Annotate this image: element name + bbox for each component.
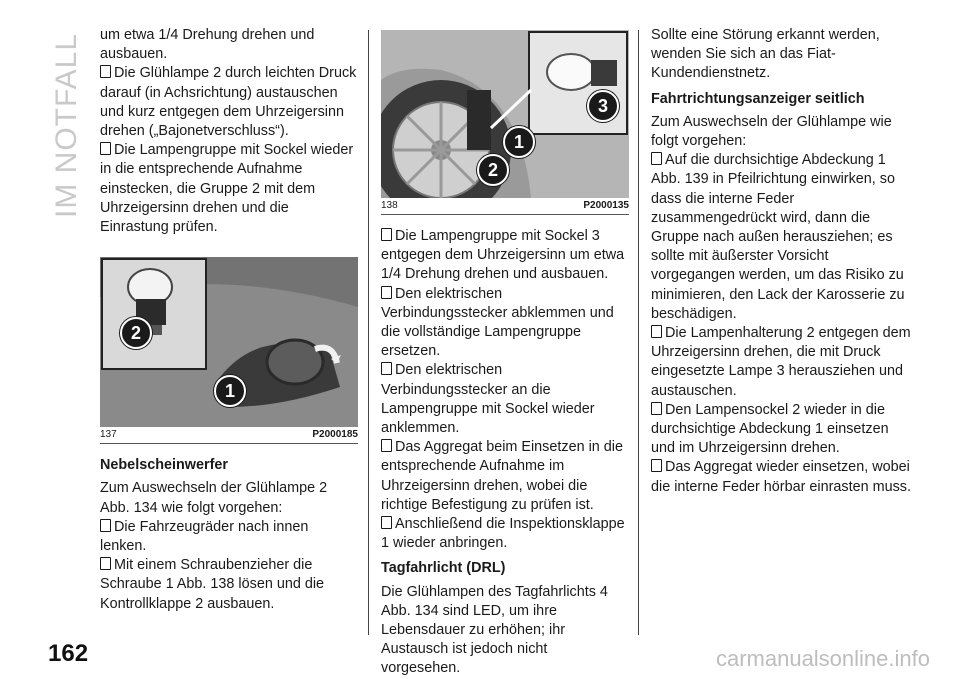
bullet-step: Das Aggregat beim Einsetzen in die entsprechende Aufnahme im Uhrzeigersinn drehen, wobei die richtige Befestigung zu prüfen ist. [381, 439, 623, 513]
callout-3: 3 [587, 90, 619, 122]
bullet-step: Die Lampengruppe mit Sockel wieder in die entsprechende Aufnahme einstecken, die Gruppe 2 mit dem Uhrzeigersinn drehen und die Einrastung prüfen. [100, 142, 354, 236]
figure-number: 138 [381, 200, 398, 211]
callout-1: 1 [503, 126, 535, 158]
column-3 [651, 26, 911, 497]
column-divider [638, 30, 639, 635]
figure-138 [381, 30, 629, 215]
checkbox-bullet-icon [381, 286, 392, 299]
callout-1: 1 [214, 375, 246, 407]
bullet-step: Die Lampengruppe mit Sockel 3 entgegen dem Uhrzeigersinn um etwa 1/4 Drehung drehen und ausbauen. [381, 228, 625, 283]
paragraph: um etwa 1/4 Drehung drehen und ausbauen. [100, 27, 315, 63]
checkbox-bullet-icon [381, 228, 392, 241]
bullet-step: Anschließend die Inspektionsklappe 1 wieder anbringen. [381, 516, 625, 552]
checkbox-bullet-icon [100, 519, 111, 532]
bullet-step: Die Glühlampe 2 durch leichten Druck darauf (in Achsrichtung) austauschen und kurz entgegen dem Uhrzeigersinn drehen („Bajonetverschluss“). [100, 65, 357, 140]
paragraph: Zum Auswechseln der Glühlampe 2 Abb. 134 wie folgt vorgehen: [100, 480, 328, 516]
figure-image [100, 257, 358, 427]
checkbox-bullet-icon [381, 362, 392, 375]
callout-2: 2 [477, 154, 509, 186]
figure-caption [100, 429, 358, 444]
section-side-label: IM NOTFALL [50, 32, 83, 218]
bullet-step: Den Lampensockel 2 wieder in die durchsichtige Abdeckung 1 einsetzen und im Uhrzeigersinn drehen. [651, 401, 889, 457]
column-2 [381, 30, 629, 679]
figure-137 [100, 257, 358, 444]
section-heading: Fahrtrichtungsanzeiger seitlich [651, 90, 865, 107]
checkbox-bullet-icon [651, 152, 662, 165]
checkbox-bullet-icon [651, 325, 662, 338]
checkbox-bullet-icon [381, 516, 392, 529]
bullet-step: Mit einem Schraubenzieher die Schraube 1 Abb. 138 lösen und die Kontrollklappe 2 ausbauen. [100, 557, 325, 612]
figure-number: 137 [100, 429, 117, 441]
bullet-step: Die Fahrzeugräder nach innen lenken. [100, 518, 309, 555]
checkbox-bullet-icon [651, 459, 662, 472]
figure-caption [381, 200, 629, 215]
checkbox-bullet-icon [100, 65, 111, 78]
figure-code: P2000185 [312, 429, 358, 441]
paragraph: Sollte eine Störung erkannt werden, wenden Sie sich an das Fiat-Kundendienstnetz. [651, 27, 880, 82]
page-number: 162 [48, 640, 89, 667]
section-heading: Tagfahrlicht (DRL) [381, 560, 506, 577]
column-1 [100, 26, 358, 614]
checkbox-bullet-icon [381, 439, 392, 452]
figure-image [381, 30, 629, 198]
bullet-step: Das Aggregat wieder einsetzen, wobei die interne Feder hörbar einrasten muss. [651, 459, 911, 495]
paragraph: Zum Auswechseln der Glühlampe wie folgt vorgehen: [651, 113, 892, 150]
callout-2: 2 [120, 317, 152, 349]
paragraph: Die Glühlampen des Tagfahrlichts 4 Abb. 134 sind LED, um ihre Lebensdauer zu erhöhen; ihr Austausch ist jedoch nicht vorgesehen. [381, 583, 608, 677]
bullet-step: Den elektrischen Verbindungsstecker an die Lampengruppe mit Sockel wieder anklemmen. [381, 362, 595, 437]
figure-code: P2000135 [583, 200, 629, 211]
checkbox-bullet-icon [651, 402, 662, 415]
bullet-step: Auf die durchsichtige Abdeckung 1 Abb. 139 in Pfeilrichtung einwirken, so dass die interne Feder zusammengedrückt wird, dann die Gruppe nach außen herausziehen; es sollte mit äußerster Vorsicht vorgegangen werden, um das Risiko zu minimieren, den Lack der Karosserie zu beschädigen. [651, 152, 905, 322]
checkbox-bullet-icon [100, 142, 111, 155]
bullet-step: Den elektrischen Verbindungsstecker abklemmen und die vollständige Lampengruppe ersetzen. [381, 285, 614, 360]
section-heading: Nebelscheinwerfer [100, 457, 228, 474]
checkbox-bullet-icon [100, 557, 111, 570]
column-divider [368, 30, 369, 635]
bullet-step: Die Lampenhalterung 2 entgegen dem Uhrzeigersinn drehen, die mit Druck eingesetzte Lampe 3 herausziehen und austauschen. [651, 325, 911, 399]
watermark: carmanualsonline.info [715, 646, 930, 671]
